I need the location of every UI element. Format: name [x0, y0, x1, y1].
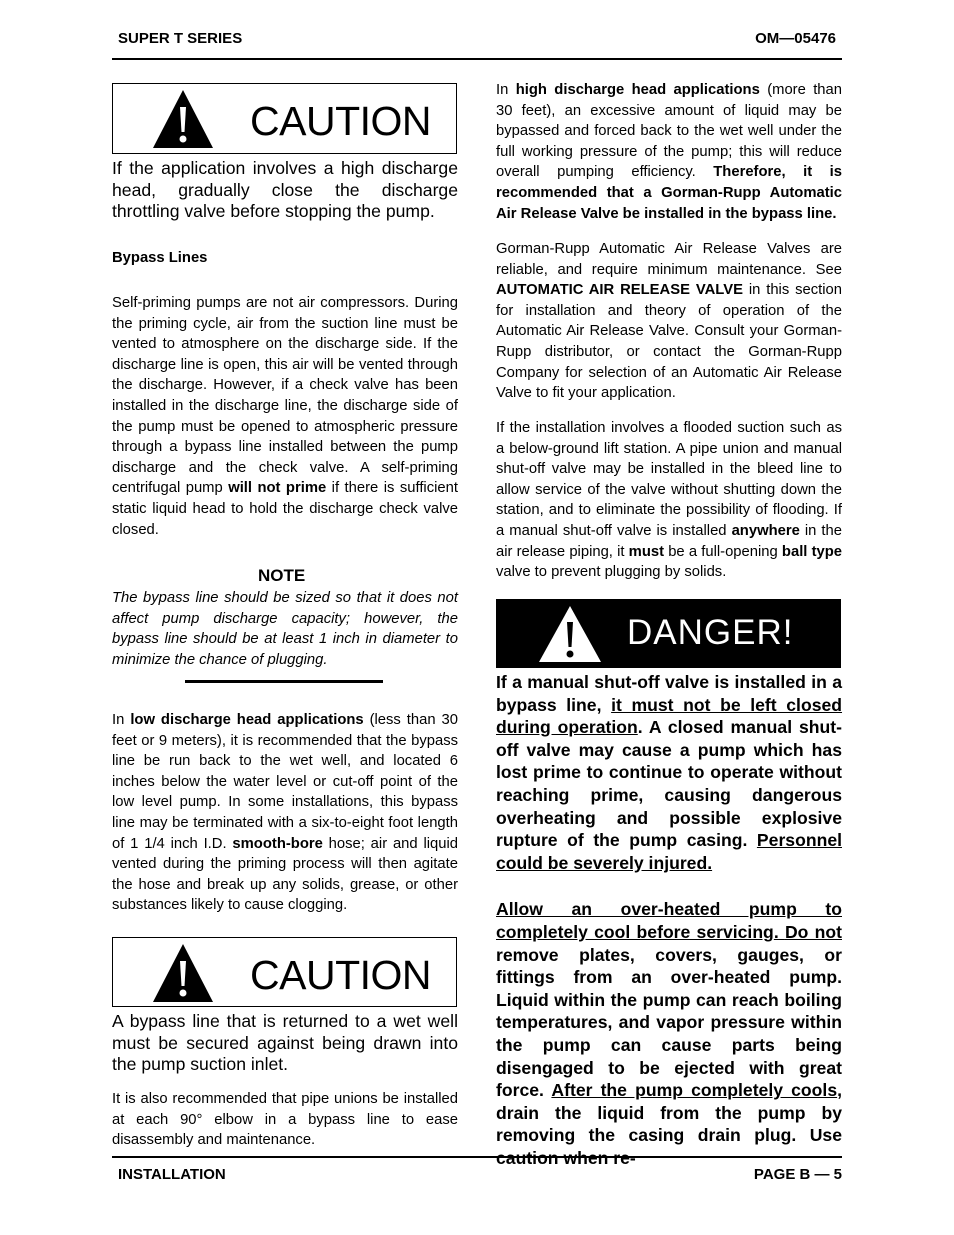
- bold-span: high discharge head applications: [515, 82, 760, 98]
- header-rule: [112, 58, 842, 60]
- warning-triangle-icon: [538, 605, 602, 663]
- underlined-span: it must not be left closed during operation: [496, 694, 843, 738]
- underlined-span: Do not: [784, 921, 842, 942]
- footer-section: INSTALLATION: [118, 1166, 226, 1183]
- underlined-span: .: [773, 921, 785, 942]
- text-span: If the installation involves a flooded suction such as a below-ground lift station. A pipe union and manual shut-off valve may be installed in the bleed line to allow service of the valve without shutting down the station, and to eliminate the possibility of flooding. If a manual shut-off valve is installed: [496, 420, 842, 539]
- caution-text-2: A bypass line that is returned to a wet well must be secured against being drawn into the pump suction inlet.: [112, 1011, 458, 1075]
- footer-page-number: PAGE B — 5: [753, 1166, 842, 1183]
- text-span: be a full-opening: [664, 543, 782, 560]
- bold-span: must: [628, 543, 665, 560]
- warning-triangle-icon: [152, 943, 214, 1003]
- paragraph-pipe-unions: It is also recommended that pipe unions be installed at each 90° elbow in a bypass line to ease disassembly and maintenance.: [112, 1091, 458, 1149]
- underlined-span: After the pump completely cools: [551, 1080, 838, 1101]
- bold-span: ball type: [781, 543, 843, 560]
- caution-box-2: [112, 937, 457, 1007]
- bold-span: smooth-bore: [232, 835, 323, 852]
- text-span: Gorman-Rupp Automatic Air Release Valves are reliable, and require minimum maintenance. See: [496, 241, 842, 278]
- bold-span: AUTOMATIC AIR RELEASE VALVE: [496, 282, 743, 299]
- danger-label: DANGER!: [627, 613, 794, 652]
- danger-box: [496, 599, 841, 668]
- paragraph-high-head: [496, 80, 842, 224]
- underlined-span: Allow an over-heated pump to completely cool before servicing: [496, 899, 842, 942]
- text-span: In: [496, 82, 516, 98]
- bold-span: low discharge head applications: [130, 712, 364, 728]
- underlined-span: Personnel could be severely injured.: [496, 830, 842, 873]
- text-span: In: [112, 712, 131, 728]
- text-span: (less than 30 feet or 9 meters), it is recommended that the bypass line be run back to the wet well, and located 6 inches below the water level or cut-off point of the low level pump. In some installations, this bypass line may be terminated with a six-to-eight foot length of 1 1/4 inch I.D.: [112, 712, 459, 852]
- footer-rule: [112, 1156, 842, 1158]
- warning-triangle-icon: [152, 89, 214, 149]
- paragraph-bypass-intro: [112, 293, 458, 540]
- caution-box-1: [112, 83, 457, 154]
- text-span: If a manual shut-off valve is installed in a bypass line,: [496, 672, 842, 715]
- caution-label-2: CAUTION: [250, 952, 431, 998]
- note-title: NOTE: [258, 566, 306, 585]
- paragraph-flooded-suction: [496, 418, 842, 583]
- text-span: . A closed manual shut-off valve may cause a pump which has lost prime to continue to operate without reaching prime, causing dangerous overheating and possible explosive rupture of the pump casing.: [496, 717, 842, 851]
- text-span: in this section for installation and theory of operation of the Automatic Air Release Valve. Consult your Gorman-Rupp distributor, or contact the Gorman-Rupp Company for selection of an Automatic Air Release Valve to fit your application.: [496, 282, 842, 402]
- header-doc-number: OM—05476: [755, 30, 836, 47]
- text-span: in the air release piping, it: [496, 522, 842, 560]
- text-span: hose; air and liquid vented during the priming process will then agitate the hose and break up any solids, grease, or other substances likely to cause clogging.: [112, 835, 459, 914]
- text-span: (more than 30 feet), an excessive amount of liquid may be bypassed and forced back to the wet well under the full working pressure of the pump; this will reduce overall pumping efficiency.: [496, 82, 842, 181]
- text-span: remove plates, covers, gauges, or fittings from an over-heated pump. Liquid within the pump can reach boiling temperatures, and vapor pressure within the pump can cause parts being disengaged to be ejected with great force.: [496, 944, 842, 1101]
- text-span: if there is sufficient static liquid head to hold the discharge check valve closed.: [112, 480, 458, 538]
- danger-text: [496, 671, 842, 1169]
- text-span: valve to prevent plugging by solids.: [496, 564, 727, 581]
- note-text: The bypass line should be sized so that it does not affect pump discharge capacity; however, the bypass line should be at least 1 inch in diameter to minimize the chance of plugging.: [112, 590, 458, 668]
- text-span: Self-priming pumps are not air compressors. During the priming cycle, air from the suction line must be vented to atmosphere on the discharge side. If the discharge line is open, this air will be vented through the discharge. However, if a check valve has been installed in the discharge line, the discharge side of the pump must be opened to atmospheric pressure through a bypass line installed between the pump discharge and the check valve. A self-priming centrifugal pump: [112, 295, 458, 497]
- header-series: SUPER T SERIES: [118, 30, 243, 47]
- note-divider: [185, 680, 383, 683]
- section-heading-bypass: Bypass Lines: [112, 250, 208, 266]
- bold-span: anywhere: [731, 522, 800, 539]
- text-span: , drain the liquid from the pump by removing the casing drain plug. Use: [496, 1080, 842, 1146]
- caution-label-1: CAUTION: [250, 98, 431, 144]
- paragraph-low-head: [112, 710, 458, 916]
- caution-text-1: If the application involves a high discharge head, gradually close the discharge throttling valve before stopping the pump.: [112, 158, 458, 222]
- paragraph-air-release-valves: [496, 239, 842, 404]
- bold-span: will not prime: [228, 480, 327, 497]
- bold-span: Therefore, it is recommended that a Gorman-Rupp Automatic Air Release Valve be installed in the bypass line.: [496, 164, 842, 222]
